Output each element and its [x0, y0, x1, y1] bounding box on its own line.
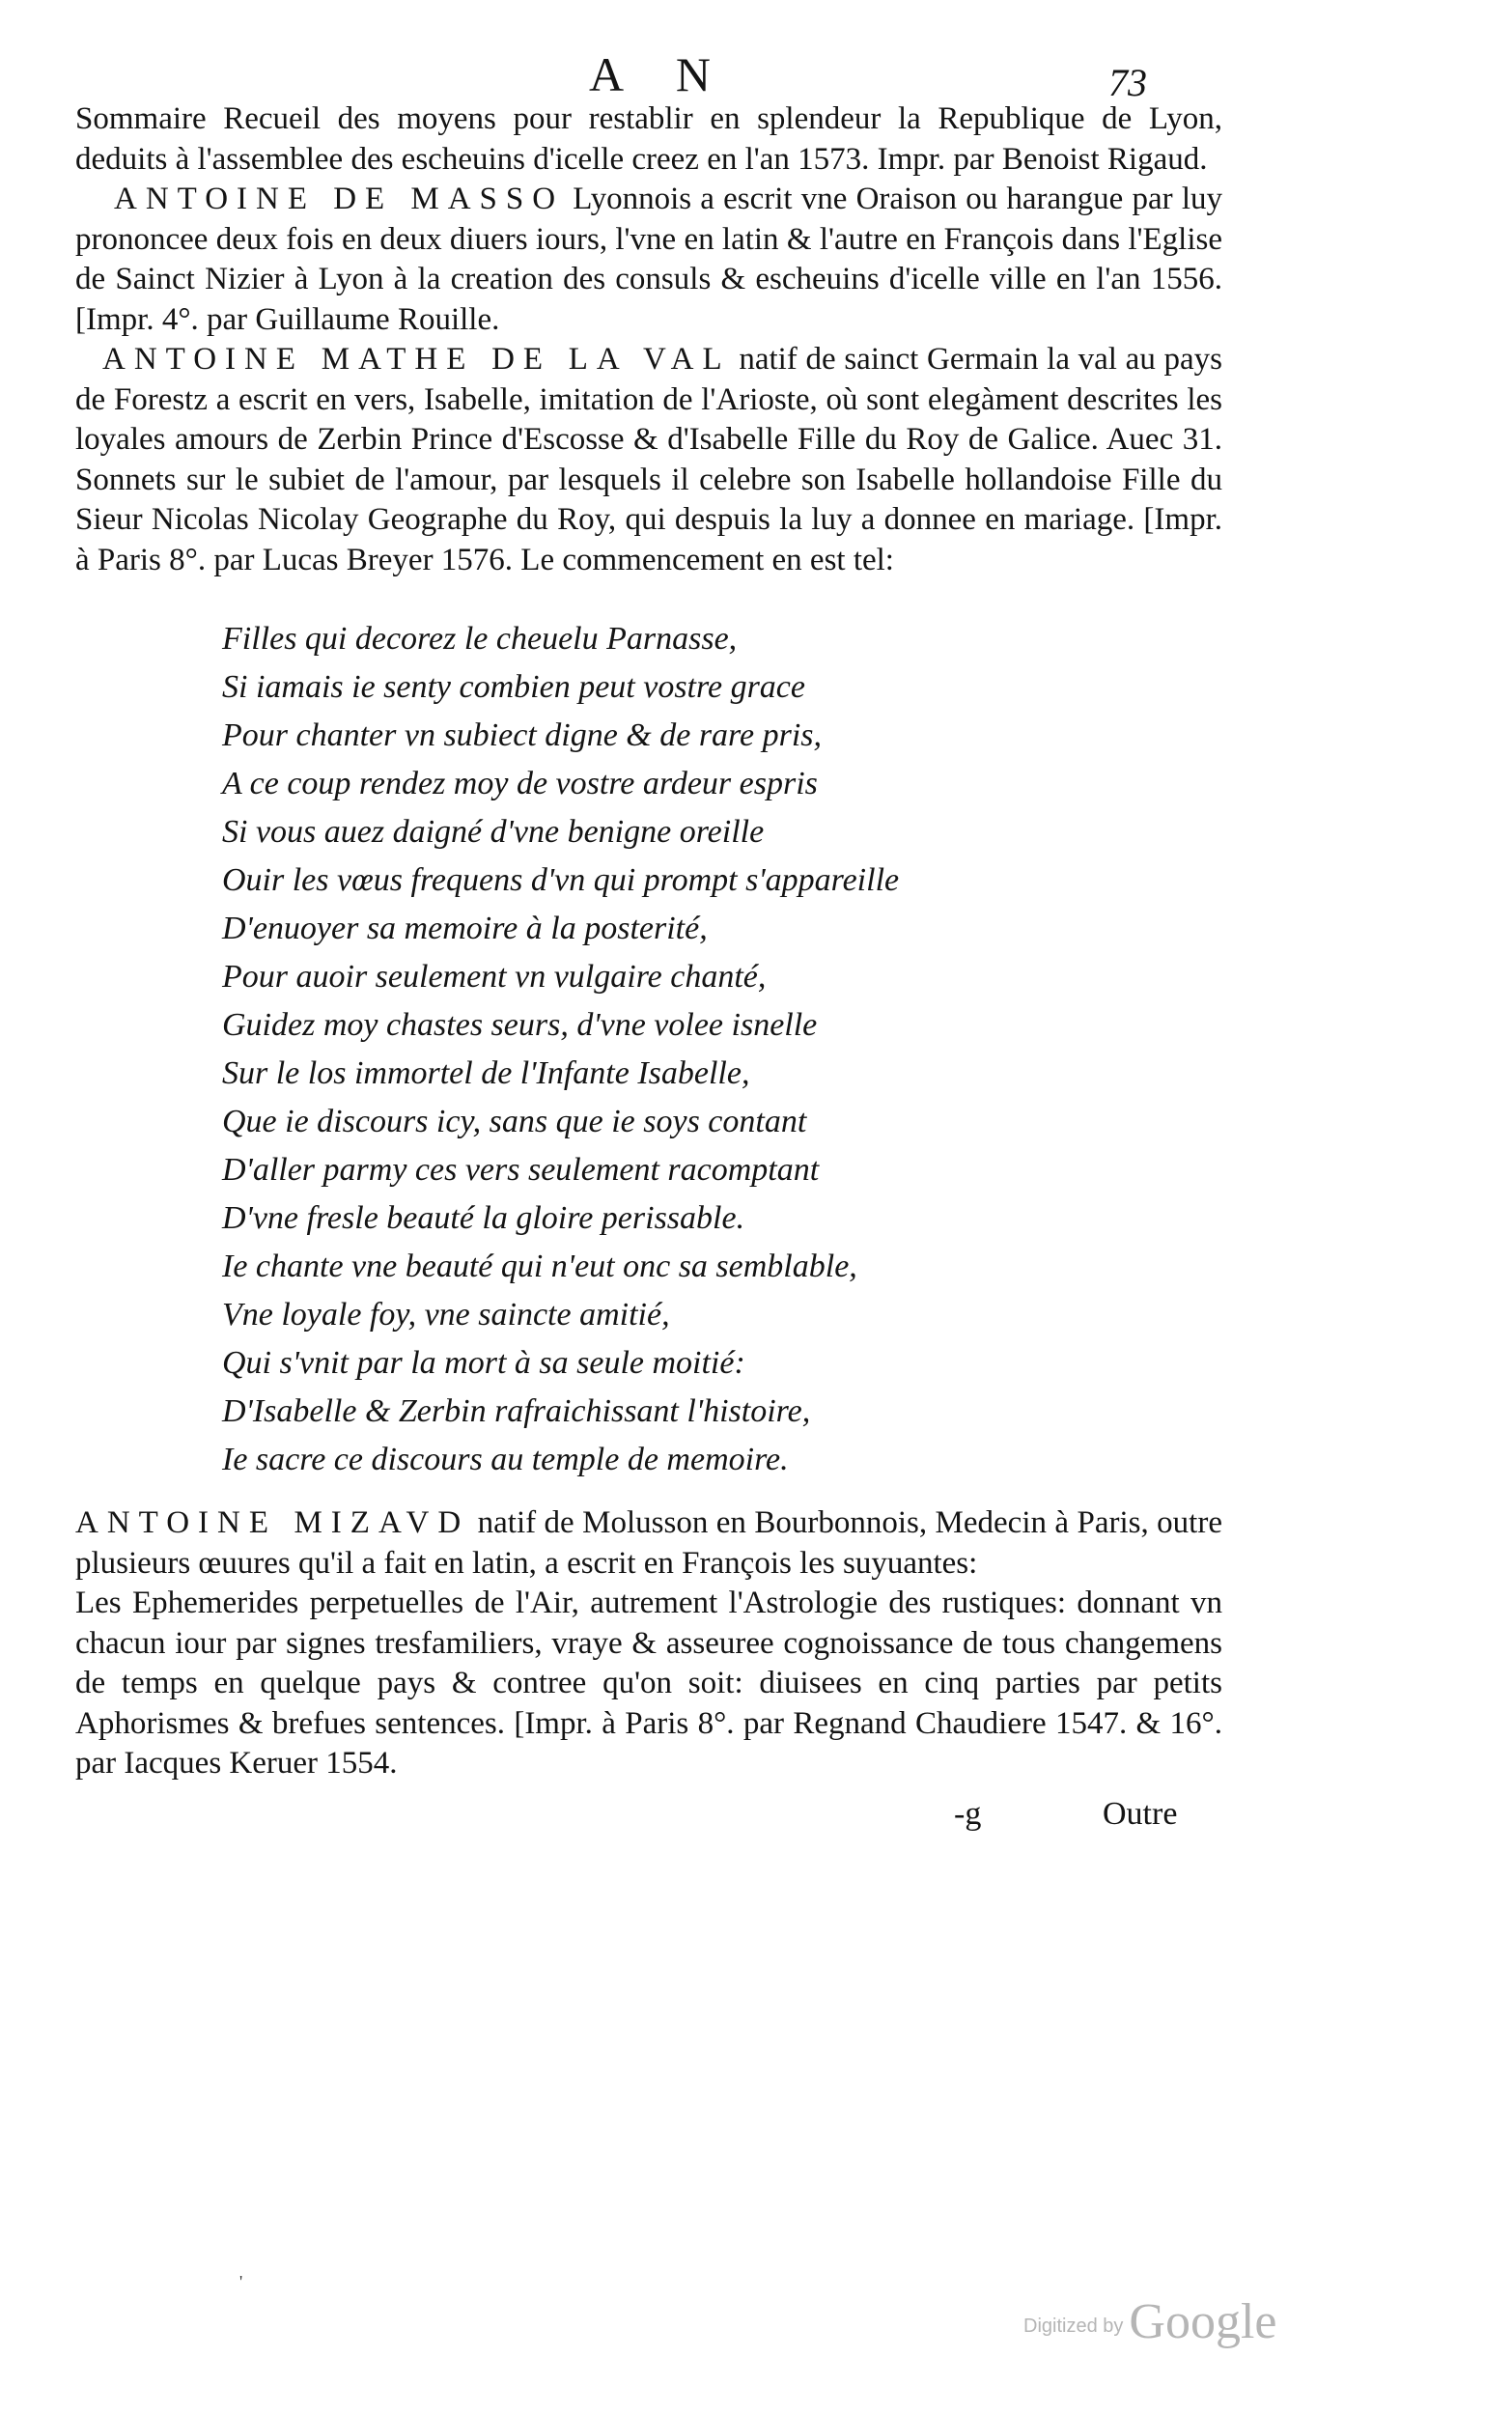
- poem-line: D'Isabelle & Zerbin rafraichissant l'histoire,: [222, 1393, 811, 1429]
- poem-line: D'aller parmy ces vers seulement racomptant: [222, 1152, 820, 1188]
- entry-text-masso: Lyonnois a escrit vne Oraison ou harangue par luy prononcee deux fois en deux diuers iours, l'vne en latin & l'autre en François dans l'Eglise de Sainct Nizier à Lyon à la creation des consuls & escheuins d'icelle ville en l'an 1556. [Impr. 4°. par Guillaume Rouille.: [75, 182, 1222, 337]
- entry-text-mathe: natif de sainct Germain la val au pays de Forestz a escrit en vers, Isabelle, imitation de l'Arioste, où sont elegàment descrites les loyales amours de Zerbin Prince d'Escosse & d'Isabelle Fille du Roy de Galice. Auec 31. Sonnets sur le subiet de l'amour, par lesquels il celebre son Isabelle hollandoise Fille du Sieur Nicolas Nicolay Geographe du Roy, qui despuis la luy a donnee en mariage. [Impr. à Paris 8°. par Lucas Breyer 1576. Le commencement en est tel:: [75, 342, 1223, 577]
- poem-line: D'enuoyer sa memoire à la posterité,: [222, 911, 708, 946]
- entry-text-mizaud: natif de Molusson en Bourbonnois, Medecin à Paris, outre plusieurs œuures qu'il a fait en latin, a escrit en François les suyuantes:: [75, 1505, 1222, 1581]
- entry-mizaud-work: Les Ephemerides perpetuelles de l'Air, autrement l'Astrologie des rustiques: donnant vn chacun iour par signes tresfamiliers, vraye & asseuree cognoissance de tous changemens de temps en quelque pays & contree qu'on soit: diuisees en cinq parties par petits Aphorismes & brefues sentences. [Impr. à Paris 8°. par Regnand Chaudiere 1547. & 16°. par Iacques Keruer 1554.: [75, 1586, 1222, 1781]
- poem-verses: [222, 615, 1222, 1484]
- poem-line: D'vne fresle beauté la gloire perissable.: [222, 1200, 745, 1236]
- page-body: [75, 99, 1222, 1840]
- entry-name-mathe: ANTOINE MATHE DE LA VAL: [102, 342, 731, 377]
- catchword: Outre: [1103, 1795, 1178, 1832]
- poem-line: Qui s'vnit par la mort à sa seule moitié:: [222, 1345, 745, 1381]
- poem-line: Vne loyale foy, vne saincte amitié,: [222, 1297, 670, 1333]
- running-head: A N: [589, 47, 732, 101]
- entry-antoine-mizaud: [75, 1503, 1222, 1584]
- poem-line: Que ie discours icy, sans que ie soys contant: [222, 1104, 807, 1139]
- poem-line: Pour auoir seulement vn vulgaire chanté,: [222, 959, 767, 995]
- watermark-prefix: Digitized by: [1023, 2316, 1124, 2337]
- digitized-by-google-watermark: [1023, 2293, 1276, 2350]
- poem-line: Pour chanter vn subiect digne & de rare pris,: [222, 717, 823, 753]
- google-logo: Google: [1129, 2294, 1277, 2349]
- poem-line: Ouir les vœus frequens d'vn qui prompt s'appareille: [222, 862, 900, 898]
- poem-line: Filles qui decorez le cheuelu Parnasse,: [222, 621, 738, 657]
- entry-name-masso: ANTOINE DE MASSO: [114, 182, 565, 216]
- poem-line: Ie chante vne beauté qui n'eut onc sa semblable,: [222, 1249, 857, 1284]
- poem-line: A ce coup rendez moy de vostre ardeur espris: [222, 766, 818, 801]
- stray-ink-mark: ': [239, 2272, 243, 2291]
- entry-name-mizaud: ANTOINE MIZAVD: [75, 1505, 470, 1540]
- signature-mark: -g: [954, 1795, 982, 1832]
- poem-line: Sur le los immortel de l'Infante Isabelle,: [222, 1055, 750, 1091]
- poem-line: Si vous auez daigné d'vne benigne oreille: [222, 814, 765, 850]
- page-number: 73: [1108, 61, 1147, 104]
- catchword-line: [75, 1786, 1222, 1840]
- entry-antoine-mathe-de-la-val: [75, 340, 1222, 580]
- poem-line: Ie sacre ce discours au temple de memoire.: [222, 1442, 789, 1477]
- poem-line: Si iamais ie senty combien peut vostre grace: [222, 669, 805, 705]
- entry-antoine-de-masso: [75, 180, 1222, 340]
- poem-line: Guidez moy chastes seurs, d'vne volee isnelle: [222, 1007, 818, 1043]
- intro-paragraph: Sommaire Recueil des moyens pour restablir en splendeur la Republique de Lyon, deduits à l'assemblee des escheuins d'icelle creez en l'an 1573. Impr. par Benoist Rigaud.: [75, 101, 1222, 177]
